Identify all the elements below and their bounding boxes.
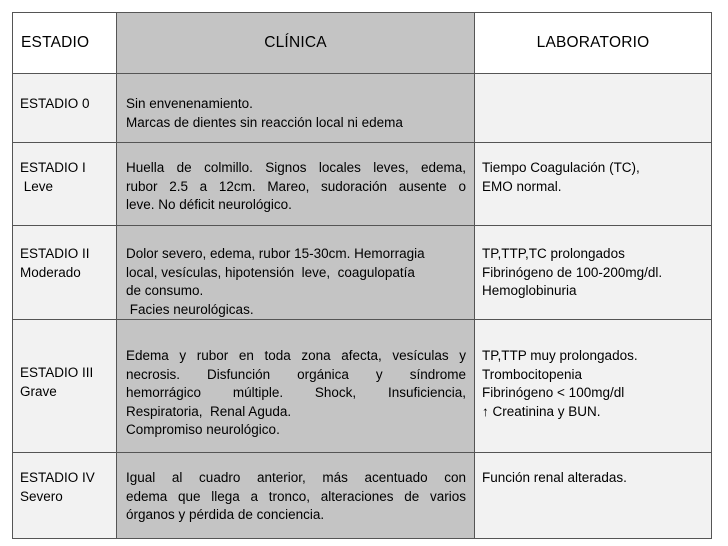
lab-line: TP,TTP muy prolongados. xyxy=(482,348,638,363)
staging-table xyxy=(12,12,712,539)
lab-cell xyxy=(475,226,711,319)
clinic-line: edema que llega a tronco, alteraciones de varios xyxy=(126,488,466,504)
stage-name: ESTADIO II xyxy=(20,246,90,261)
clinic-cell xyxy=(117,74,475,142)
clinic-line: hemorrágico múltiple. Shock, Insuficiencia, xyxy=(126,385,466,400)
clinic-line: Dolor severo, edema, rubor 15-30cm. Hemorragia xyxy=(126,246,425,261)
clinic-line: Marcas de dientes sin reacción local ni edema xyxy=(126,114,403,130)
table-row-stage-3 xyxy=(13,320,711,452)
clinic-line: Compromiso neurológico. xyxy=(126,422,280,437)
lab-cell xyxy=(475,453,711,539)
lab-cell xyxy=(475,74,711,142)
header-clinic: CLÍNICA xyxy=(117,13,475,73)
stage-name: ESTADIO III xyxy=(20,365,94,380)
lab-line: Trombocitopenia xyxy=(482,366,583,382)
lab-line: Hemoglobinuria xyxy=(482,283,577,298)
table-header-row xyxy=(13,13,711,73)
lab-line: EMO normal. xyxy=(482,178,562,194)
clinic-cell xyxy=(117,226,475,319)
stage-severity: Grave xyxy=(20,383,57,399)
clinic-cell xyxy=(117,453,475,539)
lab-line: Función renal alteradas. xyxy=(482,470,627,485)
table-row-stage-0 xyxy=(13,74,711,142)
stage-name: ESTADIO 0 xyxy=(20,96,90,111)
stage-cell xyxy=(13,453,117,539)
stage-severity: Moderado xyxy=(20,264,81,280)
stage-cell xyxy=(13,226,117,319)
lab-line: Tiempo Coagulación (TC), xyxy=(482,160,640,175)
stage-cell xyxy=(13,74,117,142)
clinic-line: necrosis. Disfunción orgánica y síndrome xyxy=(126,366,466,382)
clinic-line: órganos y pérdida de conciencia. xyxy=(126,507,325,522)
clinic-line: Edema y rubor en toda zona afecta, vesículas y xyxy=(126,348,466,363)
lab-cell xyxy=(475,143,711,225)
table-row-stage-1 xyxy=(13,143,711,225)
stage-cell xyxy=(13,320,117,452)
clinic-line: de consumo. xyxy=(126,283,204,298)
header-lab: LABORATORIO xyxy=(475,13,711,73)
stage-severity: Severo xyxy=(20,488,63,504)
lab-cell xyxy=(475,320,711,452)
clinic-cell xyxy=(117,143,475,225)
header-stage: ESTADIO xyxy=(13,13,117,73)
clinic-line: Facies neurológicas. xyxy=(126,301,254,317)
clinic-line: local, vesículas, hipotensión leve, coagulopatía xyxy=(126,264,415,280)
clinic-line: Igual al cuadro anterior, más acentuado con xyxy=(126,470,466,485)
table-row-stage-2 xyxy=(13,226,711,319)
stage-severity: Leve xyxy=(20,178,54,194)
clinic-line: rubor 2.5 a 12cm. Mareo, sudoración ausente o xyxy=(126,178,466,194)
lab-line: ↑ Creatinina y BUN. xyxy=(482,403,601,419)
stage-name: ESTADIO I xyxy=(20,160,86,175)
lab-line: TP,TTP,TC prolongados xyxy=(482,246,625,261)
lab-line: Fibrinógeno de 100-200mg/dl. xyxy=(482,264,663,280)
table-row-stage-4 xyxy=(13,453,711,539)
stage-cell xyxy=(13,143,117,225)
stage-name: ESTADIO IV xyxy=(20,470,95,485)
clinic-line: Respiratoria, Renal Aguda. xyxy=(126,403,292,419)
lab-line: Fibrinógeno < 100mg/dl xyxy=(482,385,625,400)
clinic-line: Sin envenenamiento. xyxy=(126,96,253,111)
clinic-line: Huella de colmillo. Signos locales leves, edema, xyxy=(126,160,466,175)
clinic-cell xyxy=(117,320,475,452)
clinic-line: leve. No déficit neurológico. xyxy=(126,197,292,212)
